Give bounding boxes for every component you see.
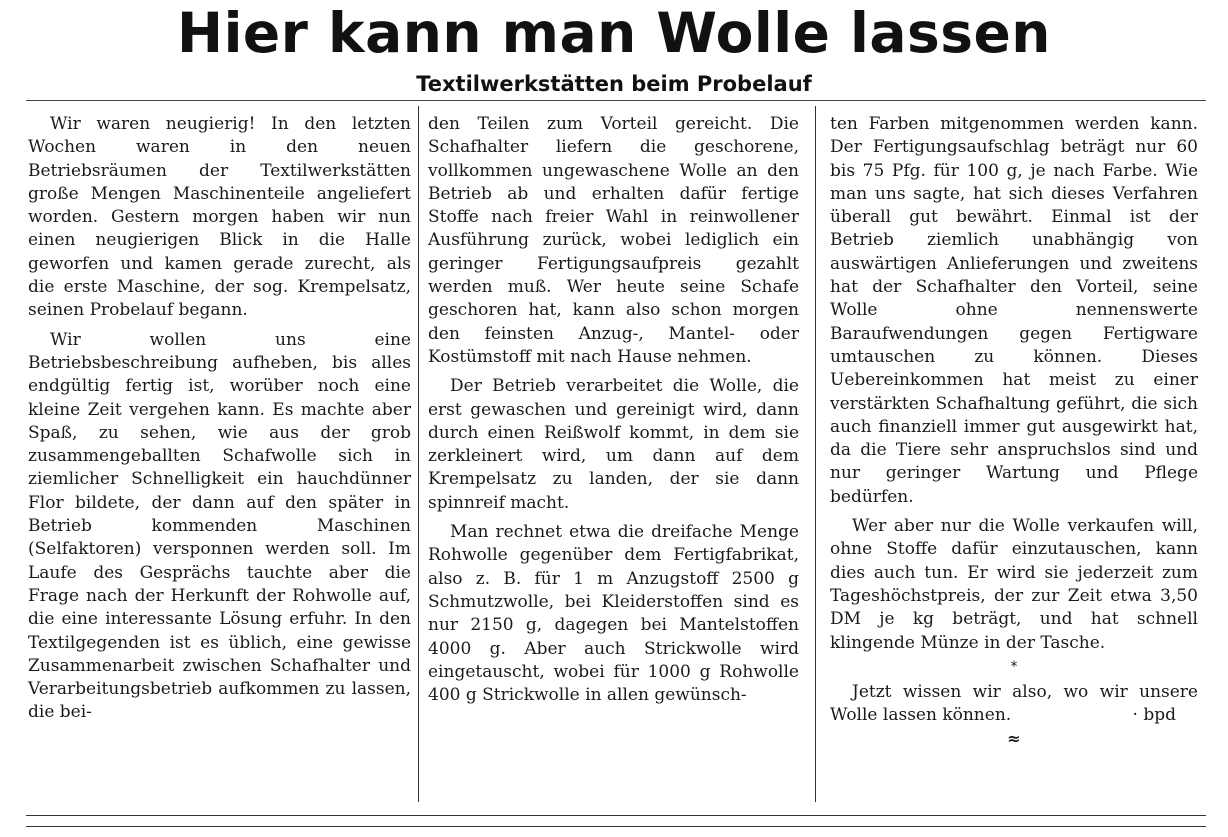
paragraph: ten Farben mitgenommen werden kann. Der Fertigungsaufschlag beträgt nur 60 bis 75 Pfg. für 100 g, je nach Farbe. Wie man uns sagte, hat sich dieses Verfahren überall gut bewährt. Einmal ist der Betrieb ziemlich unabhängig von auswärtigen Anlieferungen und zweitens hat der Schafhalter den Vorteil, seine Wolle ohne nennenswerte Baraufwendungen gegen Fertigware umtauschen zu können. Dieses Uebereinkommen hat meist zu einer verstärkten Schafhaltung geführt, die sich auch finanziell immer gut ausgewirkt hat, da die Tiere sehr anspruchslos sind und nur geringer Wartung und Pflege bedürfen.	[830, 114, 1198, 507]
article-column-3	[830, 113, 1198, 749]
paragraph: Der Betrieb verarbeitet die Wolle, die erst gewaschen und gereinigt wird, dann durch einen Reißwolf kommt, in dem sie zerkleinert wird, um dann auf dem Krempelsatz zu landen, der sie dann spinnreif macht.	[428, 376, 799, 513]
closing-paragraph	[830, 681, 1198, 728]
bottom-rule	[26, 815, 1206, 816]
column-divider	[418, 106, 419, 802]
headline: Hier kann man Wolle lassen	[177, 1, 1051, 65]
paragraph: den Teilen zum Vorteil gereicht. Die Schafhalter liefern die geschorene, vollkommen ungewaschene Wolle an den Betrieb ab und erhalten dafür fertige Stoffe nach freier Wahl in reinwollener Ausführung zurück, wobei lediglich ein geringer Fertigungsaufpreis gezahlt werden muß. Wer heute seine Schafe geschoren hat, kann also schon morgen den feinsten Anzug-, Mantel- oder Kostümstoff mit nach Hause nehmen.	[428, 114, 799, 367]
top-rule	[26, 100, 1206, 101]
end-mark-icon: ≈	[1007, 729, 1021, 749]
author-signature: · bpd	[1132, 705, 1176, 726]
article-column-2	[428, 113, 799, 707]
separator-asterisk: *	[1010, 658, 1018, 675]
closing-text: Jetzt wissen wir also, wo wir unsere Wolle lassen können.	[830, 681, 1198, 726]
paragraph: Wir waren neugierig! In den letzten Wochen waren in den neuen Betriebsräumen der Textilwerkstätten große Mengen Maschinenteile angeliefert worden. Gestern morgen haben wir nun einen neugierigen Blick in die Halle geworfen und kamen gerade zurecht, als die erste Maschine, der sog. Krempelsatz, seinen Probelauf begann.	[28, 114, 411, 321]
article-column-1	[28, 113, 411, 725]
paragraph: Wer aber nur die Wolle verkaufen will, ohne Stoffe dafür einzutauschen, kann dies auch tun. Er wird sie jederzeit zum Tageshöchstpreis, der zur Zeit etwa 3,50 DM je kg beträgt, und hat schnell klingende Münze in der Tasche.	[830, 516, 1198, 653]
paragraph: Wir wollen uns eine Betriebsbeschreibung aufheben, bis alles endgültig fertig ist, worüber noch eine kleine Zeit vergehen kann. Es machte aber Spaß, zu sehen, wie aus der grob zusammengeballten Schafwolle sich in ziemlicher Schnelligkeit ein hauchdünner Flor bildete, der dann auf den später in Betrieb kommenden Maschinen (Selfaktoren) versponnen werden soll. Im Laufe des Gesprächs tauchte aber die Frage nach der Herkunft der Rohwolle auf, die eine interessante Lösung erfuhr. In den Textilgegenden ist es üblich, eine gewisse Zusammenarbeit zwischen Schafhalter und Verarbeitungsbetrieb aufkommen zu lassen, die bei-	[28, 329, 411, 723]
bottom-rule	[26, 826, 1206, 827]
paragraph: Man rechnet etwa die dreifache Menge Rohwolle gegenüber dem Fertigfabrikat, also z. B. für 1 m Anzugstoff 2500 g Schmutzwolle, bei Kleiderstoffen sind es nur 2150 g, dagegen bei Mantelstoffen 4000 g. Aber auch Strickwolle wird eingetauscht, wobei für 1000 g Rohwolle 400 g Strickwolle in allen gewünsch-	[428, 522, 799, 706]
column-divider	[815, 106, 816, 802]
subheadline: Textilwerkstätten beim Probelauf	[416, 72, 812, 96]
